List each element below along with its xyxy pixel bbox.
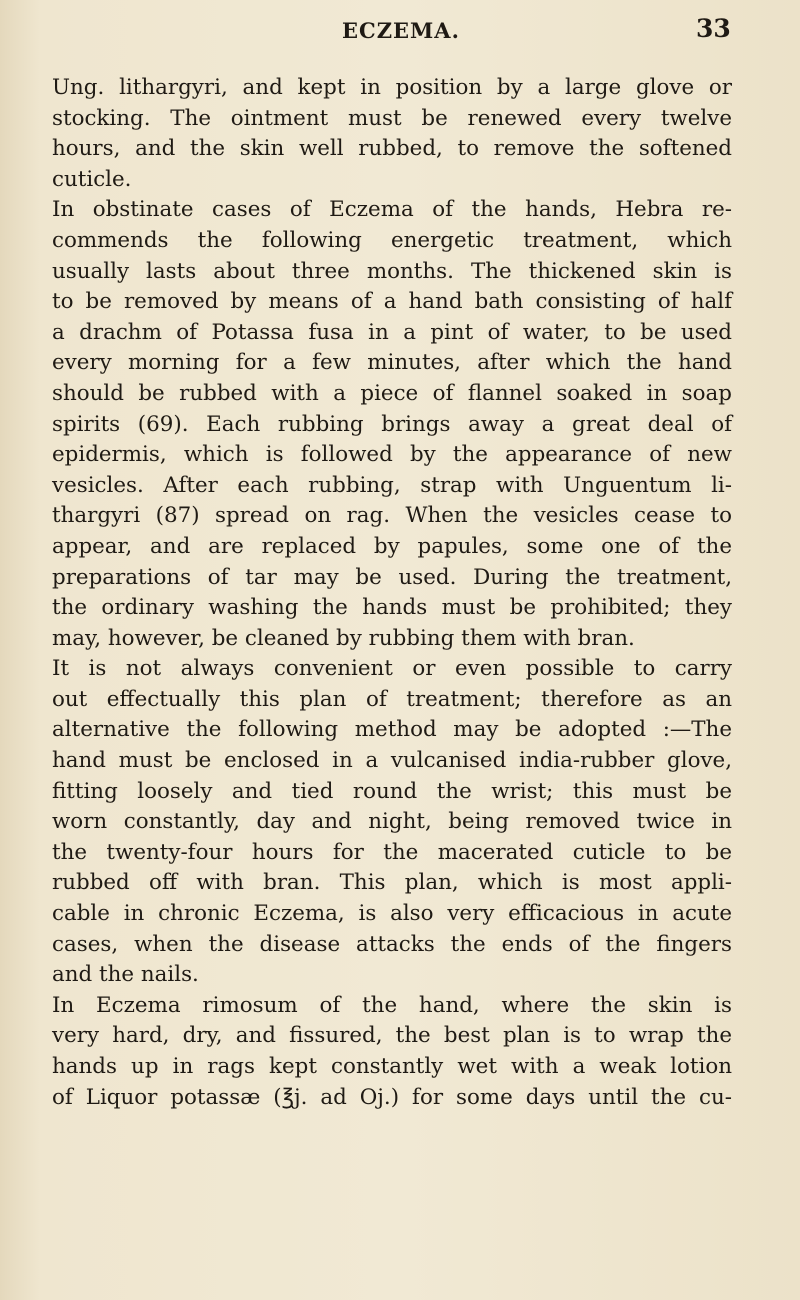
page-number: 33 (696, 14, 731, 43)
text-line: cable in chronic Eczema, is also very efficacious in acute (52, 901, 732, 927)
text-line: vesicles. After each rubbing, strap with Unguentum li- (52, 472, 732, 498)
text-line: hours, and the skin well rubbed, to remove the softened (52, 136, 732, 162)
text-line: may, however, be cleaned by rubbing them with bran. (52, 625, 635, 651)
text-line: and the nails. (52, 962, 199, 988)
text-line: out effectually this plan of treatment; therefore as an (52, 686, 732, 712)
text-line: to be removed by means of a hand bath consisting of half (52, 289, 732, 315)
page-header (0, 14, 800, 54)
text-line: appear, and are replaced by papules, some one of the (52, 533, 732, 559)
text-line: worn constantly, day and night, being removed twice in (52, 809, 732, 835)
text-line: cuticle. (52, 166, 132, 192)
text-line: of Liquor potassæ (℥j. ad Oj.) for some days until the cu- (52, 1084, 732, 1110)
text-line: alternative the following method may be adopted :—The (52, 717, 732, 743)
text-line: Ung. lithargyri, and kept in position by a large glove or (52, 75, 732, 100)
text-line: In Eczema rimosum of the hand, where the skin is (52, 992, 732, 1018)
text-line: usually lasts about three months. The thickened skin is (52, 258, 732, 284)
text-line: commends the following energetic treatment, which (52, 227, 732, 253)
body-text (52, 73, 732, 1113)
text-line: hands up in rags kept constantly wet with a weak lotion (52, 1054, 732, 1079)
text-line: rubbed off with bran. This plan, which is most appli- (52, 870, 732, 896)
text-line: stocking. The ointment must be renewed every twelve (52, 105, 732, 131)
text-line: cases, when the disease attacks the ends of the fingers (52, 931, 732, 957)
text-line: spirits (69). Each rubbing brings away a great deal of (52, 411, 732, 437)
text-line: It is not always convenient or even possible to carry (52, 656, 732, 682)
text-line: a drachm of Potassa fusa in a pint of water, to be used (52, 319, 732, 345)
text-line: hand must be enclosed in a vulcanised india-rubber glove, (52, 748, 732, 774)
text-line: preparations of tar may be used. During the treatment, (52, 564, 732, 590)
text-line: In obstinate cases of Eczema of the hands, Hebra re- (52, 197, 732, 223)
text-line: the twenty-four hours for the macerated cuticle to be (52, 839, 732, 865)
text-line: the ordinary washing the hands must be prohibited; they (52, 595, 732, 621)
text-line: epidermis, which is followed by the appearance of new (52, 442, 732, 468)
text-line: every morning for a few minutes, after which the hand (52, 350, 732, 376)
text-line: thargyri (87) spread on rag. When the vesicles cease to (52, 503, 732, 529)
running-head: ECZEMA. (342, 18, 460, 43)
text-line: should be rubbed with a piece of flannel soaked in soap (52, 380, 732, 406)
text-line: fitting loosely and tied round the wrist; this must be (52, 778, 732, 804)
text-line: very hard, dry, and fissured, the best plan is to wrap the (52, 1023, 732, 1049)
